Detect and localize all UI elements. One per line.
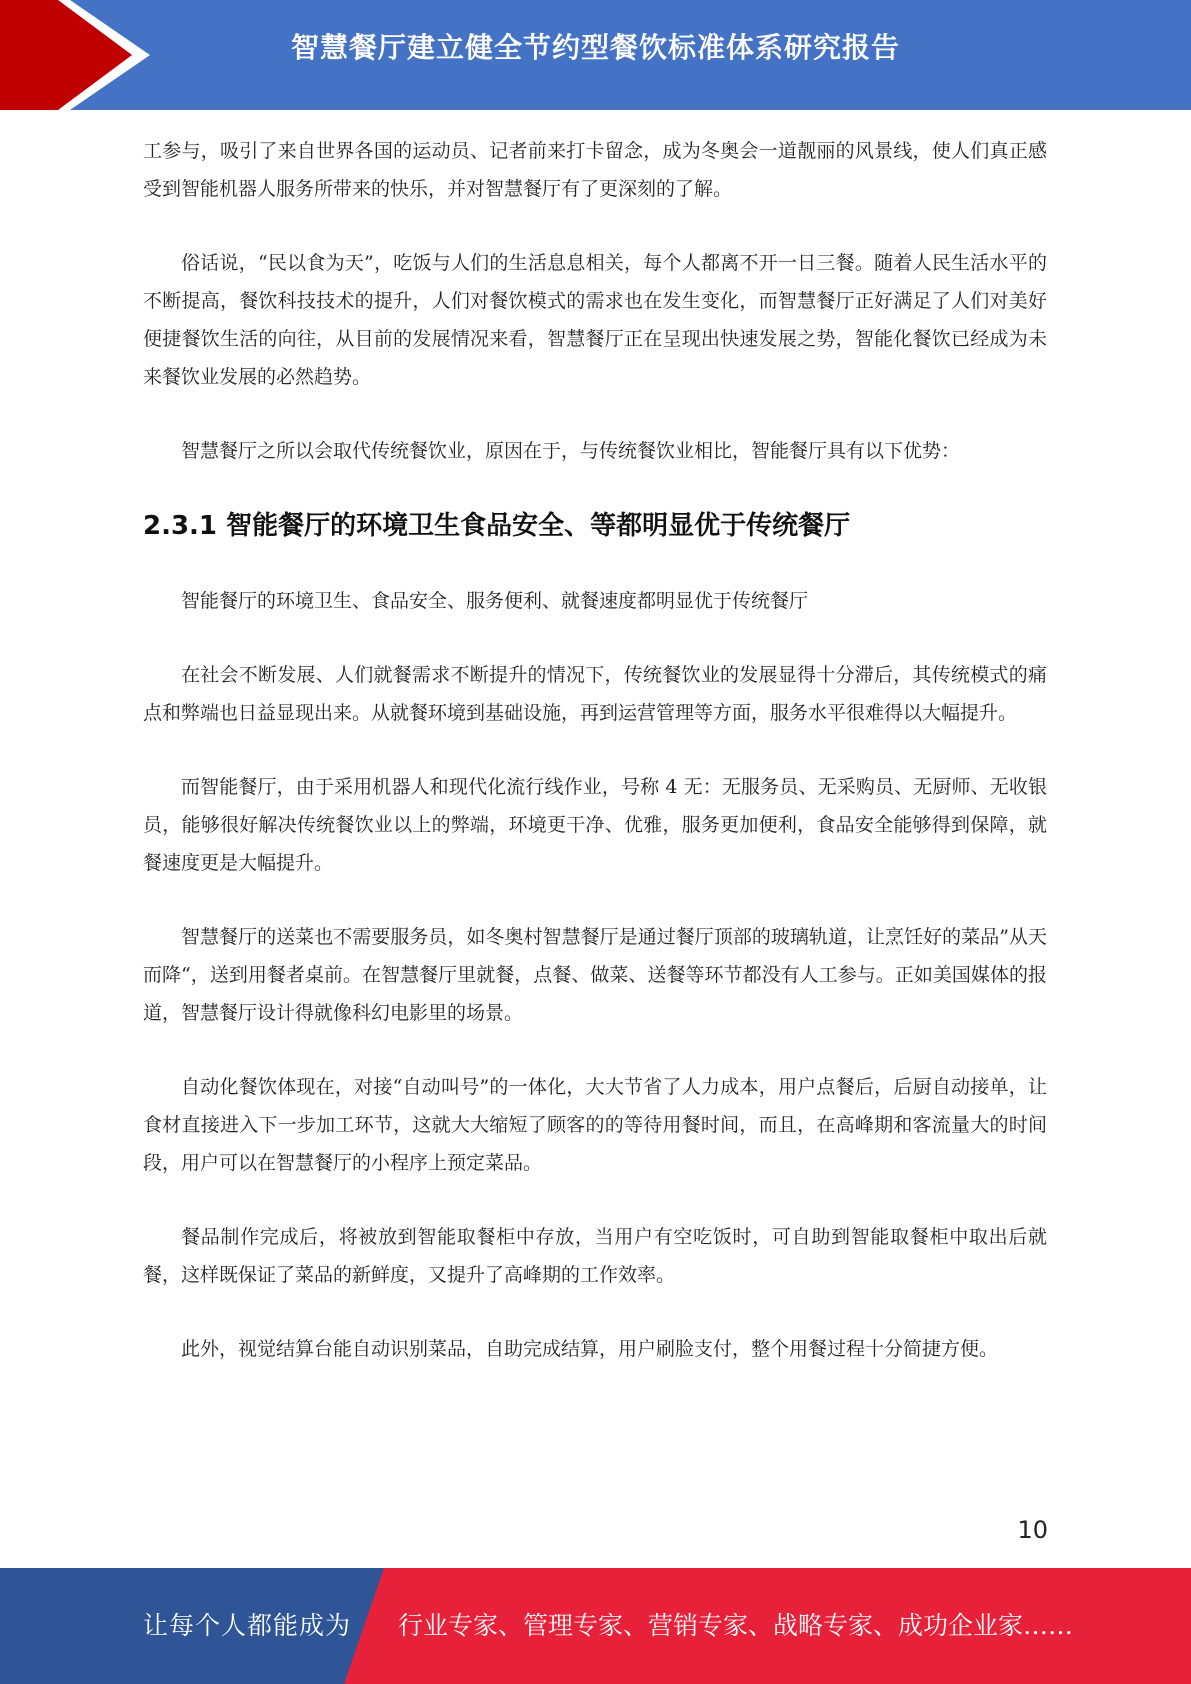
paragraph: 此外，视觉结算台能自动识别菜品，自助完成结算，用户刷脸支付，整个用餐过程十分简捷方便。	[181, 1338, 999, 1360]
footer-slogan-right: 行业专家、管理专家、营销专家、战略专家、成功企业家……	[398, 1611, 1074, 1640]
paragraph: 而智能餐厅，由于采用机器人和现代化流行线作业，号称 4 无：无服务员、无采购员、无厨师、无收银员，能够很好解决传统餐饮业以上的弊端，环境更干净、优雅，服务更加便利，食品安全能够得到保障，就餐速度更是大幅提升。	[143, 776, 1047, 874]
page-number: 10	[1017, 1516, 1048, 1544]
section-heading: 2.3.1 智能餐厅的环境卫生食品安全、等都明显优于传统餐厅	[143, 511, 851, 541]
paragraph: 智慧餐厅的送菜也不需要服务员，如冬奥村智慧餐厅是通过餐厅顶部的玻璃轨道，让烹饪好的菜品”从天而降“，送到用餐者桌前。在智慧餐厅里就餐，点餐、做菜、送餐等环节都没有人工参与。正如美国媒体的报道，智慧餐厅设计得就像科幻电影里的场景。	[143, 926, 1047, 1024]
paragraph: 俗话说，“民以食为天”，吃饭与人们的生活息息相关，每个人都离不开一日三餐。随着人民生活水平的不断提高，餐饮科技技术的提升，人们对餐饮模式的需求也在发生变化，而智慧餐厅正好满足了人们对美好便捷餐饮生活的向往，从目前的发展情况来看，智慧餐厅正在呈现出快速发展之势，智能化餐饮已经成为未来餐饮业发展的必然趋势。	[143, 252, 1047, 388]
paragraph: 智慧餐厅之所以会取代传统餐饮业，原因在于，与传统餐饮业相比，智能餐厅具有以下优势：	[181, 440, 961, 462]
paragraph: 工参与，吸引了来自世界各国的运动员、记者前来打卡留念，成为冬奥会一道靓丽的风景线，使人们真正感受到智能机器人服务所带来的快乐，并对智慧餐厅有了更深刻的了解。	[143, 140, 1047, 200]
footer-slogan-left: 让每个人都能成为	[143, 1611, 352, 1640]
paragraph: 餐品制作完成后，将被放到智能取餐柜中存放，当用户有空吃饭时，可自助到智能取餐柜中取出后就餐，这样既保证了菜品的新鲜度，又提升了高峰期的工作效率。	[143, 1226, 1047, 1286]
paragraph: 自动化餐饮体现在，对接“自动叫号”的一体化，大大节省了人力成本，用户点餐后，后厨自动接单，让食材直接进入下一步加工环节，这就大大缩短了顾客的的等待用餐时间，而且，在高峰期和客流量大的时间段，用户可以在智慧餐厅的小程序上预定菜品。	[143, 1076, 1047, 1174]
document-title: 智慧餐厅建立健全节约型餐饮标准体系研究报告	[290, 31, 900, 64]
paragraph: 在社会不断发展、人们就餐需求不断提升的情况下，传统餐饮业的发展显得十分滞后，其传统模式的痛点和弊端也日益显现出来。从就餐环境到基础设施，再到运营管理等方面，服务水平很难得以大幅提升。	[143, 664, 1047, 724]
page-footer	[0, 1568, 1191, 1684]
document-body	[143, 132, 1047, 1404]
page-header	[0, 0, 1191, 110]
paragraph: 智能餐厅的环境卫生、食品安全、服务便利、就餐速度都明显优于传统餐厅	[181, 590, 809, 612]
